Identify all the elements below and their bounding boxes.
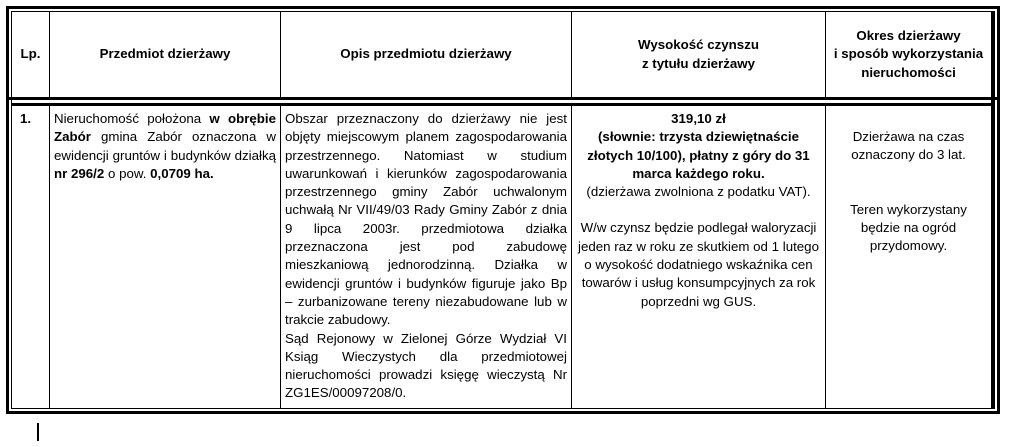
czynsz-vat: (dzierżawa zwolniona z podatku VAT). <box>586 184 811 200</box>
okres-czas: Dzierżawa na czas oznaczony do 3 lat. <box>851 129 966 163</box>
header-divider <box>6 97 1000 100</box>
czynsz-slownie: (słownie: trzysta dziewiętnaście złotych 10/100), płatny z góry do 31 marca każdego roku. <box>587 129 810 181</box>
opis-paragraph: Obszar przeznaczony do dzierżawy nie jest objęty miejscowym planem zagospodarowania przestrzennego. Natomiast w studium uwarunkowań i kierunków zagospodarowania przestrzennego gminy Zabór uchwalonym uchwałą Nr VII/49/03 Rady Gminy Zabór z dnia 9 lipca 2003r. przedmiotowa działka przeznaczona jest pod zabudowę mieszkaniową jednorodzinną. Działka w ewidencji gruntów i budynków figuruje jako Bp – zurbanizowane tereny niezabudowane lub w trakcie zabudowy. <box>285 111 567 328</box>
header-przedmiot: Przedmiot dzierżawy <box>99 46 231 62</box>
row-czynsz <box>572 107 825 409</box>
okres-sposob: Teren wykorzystany będzie na ogród przydomowy. <box>850 201 967 254</box>
header-opis: Opis przedmiotu dzierżawy <box>340 46 512 62</box>
row-opis <box>281 107 571 409</box>
czynsz-amount: 319,10 zł <box>671 111 726 126</box>
table-right-border <box>991 11 994 409</box>
lease-table <box>6 6 1000 414</box>
header-czynsz: Wysokość czynszu z tytułu dzierżawy <box>638 37 759 71</box>
row-lp: 1. <box>20 111 32 126</box>
opis-paragraph: Sąd Rejonowy w Zielonej Górze Wydział VI Ksiąg Wieczystych dla przedmiotowej nieruchomości prowadzi księgę wieczystą Nr ZG1ES/00097208/0. <box>285 330 567 401</box>
text-cursor <box>37 423 39 441</box>
header-divider-inner <box>11 103 995 106</box>
czynsz-waloryzacja: W/w czynsz będzie podlegał waloryzacji jeden raz w roku ze skutkiem od 1 lutego o wysokość dodatniego wskaźnika cen towarów i usług konsumpcyjnych za rok poprzedni wg GUS. <box>578 220 819 309</box>
row-przedmiot: Nieruchomość położona w obrębie Zabór gmina Zabór oznaczona w ewidencji gruntów i budynków działką nr 296/2 o pow. 0,0709 ha. <box>54 111 276 181</box>
row-okres <box>826 107 991 409</box>
header-lp: Lp. <box>20 46 41 62</box>
header-okres: Okres dzierżawy i sposób wykorzystania nieruchomości <box>833 28 984 80</box>
